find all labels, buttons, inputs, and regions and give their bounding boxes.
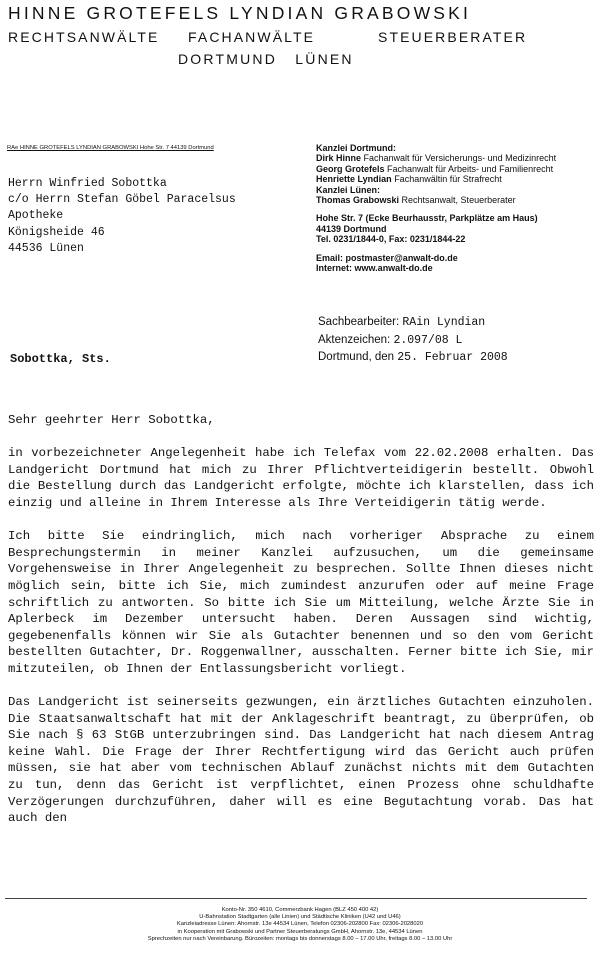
title-fachanwaelte: FACHANWÄLTE [188,29,316,45]
footer-divider [5,898,587,899]
date-label: Dortmund, den [318,351,398,363]
footer-line: Konto-Nr. 350 4610, Commerzbank Hagen (BLZ 450 400 42) [221,907,379,913]
email-line [316,253,556,263]
title-rechtsanwaelte: RECHTSANWÄLTE [8,29,160,45]
member-name: Thomas Grabowski [316,195,400,206]
kanzlei-luenen-title: Kanzlei Lünen: [316,184,381,195]
title-steuerberater: STEUERBERATER [378,29,528,45]
member-name: Henriette Lyndian [316,174,392,185]
office-info [316,143,556,273]
salutation: Sehr geehrter Herr Sobottka, [8,413,215,427]
member-name: Dirk Hinne [316,153,362,164]
member-line [316,153,556,163]
date-line [318,349,508,367]
member-role: Fachanwalt für Versicherungs- und Medizinrecht [361,153,557,164]
member-line [316,164,556,174]
sachbearbeiter-value: RAin Lyndian [402,316,486,329]
aktenzeichen-label: Aktenzeichen: [318,333,394,346]
member-role: Fachanwältin für Strafrecht [391,174,502,185]
member-role: Rechtsanwalt, Steuerberater [399,195,516,206]
recipient-line: 44536 Lünen [8,241,84,255]
footer-line: in Kooperation mit Grabowski und Partner Steuerberatungs GmbH, Ahornstr. 13e, 44534 Lünen [177,928,423,935]
office-city-line: 44139 Dortmund [316,223,387,234]
footer-line: Sprechzeiten nur nach Vereinbarung. Bürozeiten: montags bis donnerstags 8.00 – 17.00 Uhr, freitags 8.00 – 13.00 Uhr [147,935,453,941]
recipient-line: Herrn Winfried Sobottka [8,177,167,190]
aktenzeichen-line [318,332,508,350]
member-line [316,195,556,205]
internet-label: Internet: [316,263,355,274]
sender-return-address: RAe HINNE GROTEFELS LYNDIAN GRABOWSKI Hohe Str. 7 44139 Dortmund [7,145,214,151]
website-link[interactable]: www.anwalt-do.de [354,263,433,274]
firm-titles [8,29,527,45]
email-link[interactable]: postmaster@anwalt-do.de [345,252,458,263]
sachbearbeiter-line [318,314,508,332]
sachbearbeiter-label: Sachbearbeiter: [318,316,403,328]
member-role: Fachanwalt für Arbeits- und Familienrecht [384,163,554,174]
date-value: 25. Februar 2008 [397,351,508,364]
letter-meta [318,314,508,367]
footer-line: Kanzleiadresse Lünen: Ahornstr. 13e 44534 Lünen, Telefon 02306-202800 Fax: 02306-2028020 [176,921,424,928]
kanzlei-dortmund-title: Kanzlei Dortmund: [316,143,396,153]
member-name: Georg Grotefels [316,163,385,174]
body-paragraph: Ich bitte Sie eindringlich, mich nach vorheriger Absprache zu einem Besprechungstermin in meiner Kanzlei aufzusuchen, um die gemeinsame Vorgehensweise in Ihrer Angelegenheit zu besprechen. Sollte Ihnen dieses nicht möglich sein, bitte ich Sie, mich zumindest anzurufen oder auf meine Frage schriftlich zu antworten. So bitte ich Sie um Mitteilung, welche Ärzte Sie in Aplerbeck im Dezember untersucht haben. Deren Aussagen sind wichtig, gegebenenfalls können wir Sie als Gutachter benennen und so den vom Gericht bestellten Gutachter, Dr. Roggenwallner, ausschalten. Ferner bitte ich Sie, mir mitzuteilen, ob Ihnen der Entlassungsbericht vorliegt. [8,529,594,676]
letter-subject: Sobottka, Sts. [10,352,111,366]
internet-line [316,263,556,273]
firm-cities: DORTMUND LÜNEN [178,51,354,67]
aktenzeichen-value: 2.097/08 L [393,333,463,347]
email-label: Email: [316,252,346,263]
body-paragraph: in vorbezeichneter Angelegenheit habe ich Telefax vom 22.02.2008 erhalten. Das Landgericht Dortmund hat mich zu Ihrer Pflichtverteidigerin bestellt. Obwohl die Bestellung durch das Landgericht erfolgte, möchte ich klarstellen, dass ich einzig und alleine in Ihrem Interesse als Ihre Verteidigerin tätig werde. [8,446,594,510]
firm-name: HINNE GROTEFELS LYNDIAN GRABOWSKI [8,3,472,23]
member-line [316,174,556,184]
recipient-address [8,176,236,257]
recipient-line: c/o Herrn Stefan Göbel Paracelsus [8,193,236,207]
office-phone-line: Tel. 0231/1844-0, Fax: 0231/1844-22 [316,234,466,245]
office-address-line: Hohe Str. 7 (Ecke Beurhausstr, Parkplätze am Haus) [316,213,538,224]
footer [0,907,600,941]
recipient-line: Königsheide 46 [8,225,105,239]
letter-body [8,412,594,843]
footer-line: U-Bahnstation Stadtgarten (alle Linien) und Städtische Kliniken (U42 und U46) [199,914,401,921]
recipient-line: Apotheke [8,209,64,223]
body-paragraph: Das Landgericht ist seinerseits gezwungen, ein ärztliches Gutachten einzuholen. Die Staatsanwaltschaft hat mit der Anklageschrift beantragt, zu überprüfen, ob Sie nach § 63 StGB unterzubringen sind. Das Landgericht hat nach diesem Antrag keine Wahl. Die Frage der Ihrer Rechtfertigung wird das Gericht auch prüfen müssen, sie hat aber vom technischen Ablauf zunächst nichts mit dem Gutachten zu tun, denn das Gericht ist verpflichtet, einen Prozess ohne schuldhafte Verzögerungen durchzuführen, daher will es eine Begutachtung vorab. Das hat auch den [8,695,594,826]
